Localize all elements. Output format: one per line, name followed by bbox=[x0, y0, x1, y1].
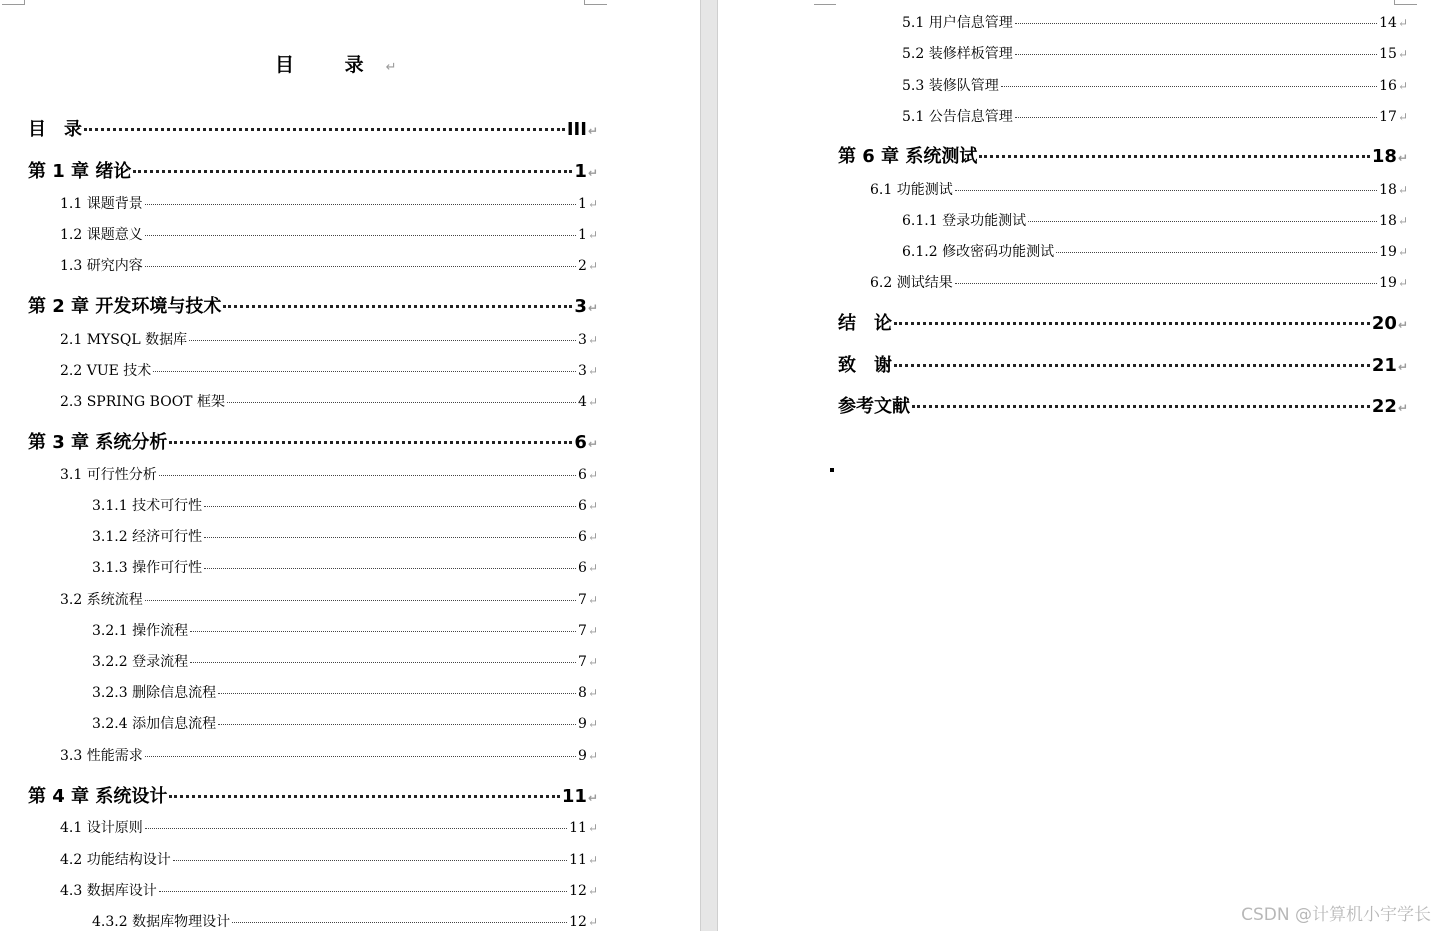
toc-page-number: 3 bbox=[574, 296, 587, 317]
toc-dot-leader bbox=[189, 340, 576, 341]
toc-entry[interactable] bbox=[902, 75, 1408, 95]
toc-entry-label: 4.3 数据库设计 bbox=[60, 883, 157, 899]
toc-entry-label: 3.1.1 技术可行性 bbox=[92, 498, 203, 514]
toc-page-number: 7 bbox=[578, 654, 587, 670]
toc-page-number: 3 bbox=[578, 332, 587, 348]
paragraph-mark-icon: ↵ bbox=[1397, 79, 1408, 93]
toc-page-number: 9 bbox=[578, 748, 587, 764]
paragraph-mark-icon: ↵ bbox=[1397, 245, 1408, 259]
toc-dot-leader bbox=[1028, 221, 1377, 222]
paragraph-mark-icon: ↵ bbox=[1397, 47, 1408, 61]
toc-page-number: 6 bbox=[578, 560, 587, 576]
paragraph-mark-icon: ↵ bbox=[1397, 214, 1408, 228]
toc-entry-label: 4.2 功能结构设计 bbox=[60, 852, 171, 868]
toc-page-number: 6 bbox=[578, 529, 587, 545]
toc-page-number: 11 bbox=[569, 820, 587, 836]
toc-page-number: 1 bbox=[574, 161, 587, 182]
paragraph-mark-icon: ↵ bbox=[385, 60, 397, 75]
document-page-left[interactable] bbox=[0, 0, 700, 931]
toc-entry-label: 3.2.3 删除信息流程 bbox=[92, 685, 217, 701]
toc-page-number: 12 bbox=[569, 914, 587, 930]
toc-entry[interactable] bbox=[92, 526, 598, 546]
toc-page-number: 6 bbox=[574, 432, 587, 453]
toc-dot-leader bbox=[1015, 54, 1377, 55]
toc-dot-leader bbox=[204, 537, 576, 538]
paragraph-mark-icon: ↵ bbox=[587, 301, 598, 315]
toc-entry[interactable] bbox=[28, 157, 598, 183]
toc-page-number: 20 bbox=[1371, 313, 1397, 334]
toc-page-number: 21 bbox=[1371, 355, 1397, 376]
toc-entry-label: 参考文献 bbox=[838, 396, 910, 417]
toc-entry[interactable] bbox=[92, 911, 598, 931]
paragraph-mark-icon: ↵ bbox=[1397, 183, 1408, 197]
toc-entry[interactable] bbox=[838, 309, 1408, 335]
toc-entry-label: 第 1 章 绪论 bbox=[28, 161, 132, 182]
toc-page-number: 18 bbox=[1371, 146, 1397, 167]
toc-entry[interactable] bbox=[838, 392, 1408, 418]
toc-dot-leader bbox=[218, 724, 576, 725]
toc-entry[interactable] bbox=[902, 106, 1408, 126]
paragraph-bullet bbox=[830, 468, 834, 472]
toc-entry[interactable] bbox=[28, 292, 598, 318]
toc-entry-label: 3.2.1 操作流程 bbox=[92, 623, 189, 639]
paragraph-mark-icon: ↵ bbox=[587, 717, 598, 731]
toc-dot-leader bbox=[894, 322, 1370, 325]
paragraph-mark-icon: ↵ bbox=[587, 468, 598, 482]
toc-dot-leader bbox=[1001, 86, 1377, 87]
toc-dot-leader bbox=[979, 155, 1370, 158]
toc-dot-leader bbox=[190, 662, 576, 663]
toc-entry[interactable] bbox=[838, 351, 1408, 377]
toc-entry-label: 5.3 装修队管理 bbox=[902, 78, 999, 94]
toc-entry[interactable] bbox=[28, 782, 598, 808]
toc-entry-label: 3.1 可行性分析 bbox=[60, 467, 157, 483]
paragraph-mark-icon: ↵ bbox=[587, 791, 598, 805]
paragraph-mark-icon: ↵ bbox=[587, 561, 598, 575]
toc-page-number: 7 bbox=[578, 592, 587, 608]
toc-page-number: 2 bbox=[578, 258, 587, 274]
crop-mark bbox=[2, 0, 25, 5]
toc-dot-leader bbox=[227, 402, 576, 403]
toc-entry-label: 3.2 系统流程 bbox=[60, 592, 143, 608]
paragraph-mark-icon: ↵ bbox=[587, 166, 598, 180]
toc-dot-leader bbox=[159, 475, 576, 476]
toc-entry[interactable] bbox=[60, 589, 598, 609]
toc-dot-leader bbox=[1056, 252, 1377, 253]
toc-entry[interactable] bbox=[60, 255, 598, 275]
toc-dot-leader bbox=[145, 235, 576, 236]
paragraph-mark-icon: ↵ bbox=[587, 437, 598, 451]
crop-mark bbox=[1394, 0, 1417, 5]
toc-page-number: 8 bbox=[578, 685, 587, 701]
crop-mark bbox=[584, 0, 607, 5]
toc-entry-label: 3.1.3 操作可行性 bbox=[92, 560, 203, 576]
toc-entry-label: 3.2.4 添加信息流程 bbox=[92, 716, 217, 732]
paragraph-mark-icon: ↵ bbox=[1397, 16, 1408, 30]
toc-page-number: 22 bbox=[1371, 396, 1397, 417]
toc-entry[interactable] bbox=[60, 464, 598, 484]
toc-dot-leader bbox=[173, 860, 567, 861]
toc-page-number: 12 bbox=[569, 883, 587, 899]
page-gap bbox=[700, 0, 718, 931]
toc-entry-label: 5.1 用户信息管理 bbox=[902, 15, 1013, 31]
paragraph-mark-icon: ↵ bbox=[587, 749, 598, 763]
paragraph-mark-icon: ↵ bbox=[587, 259, 598, 273]
paragraph-mark-icon: ↵ bbox=[587, 655, 598, 669]
toc-entry-label: 5.2 装修样板管理 bbox=[902, 46, 1013, 62]
toc-entry-label: 3.3 性能需求 bbox=[60, 748, 143, 764]
toc-page-number: 1 bbox=[578, 196, 587, 212]
toc-entry[interactable] bbox=[60, 193, 598, 213]
toc-entry-label: 第 4 章 系统设计 bbox=[28, 786, 168, 807]
paragraph-mark-icon: ↵ bbox=[587, 333, 598, 347]
toc-page-number: 6 bbox=[578, 467, 587, 483]
toc-dot-leader bbox=[223, 305, 572, 308]
toc-dot-leader bbox=[955, 283, 1377, 284]
toc-entry-label: 1.2 课题意义 bbox=[60, 227, 143, 243]
toc-page-number: 11 bbox=[569, 852, 587, 868]
toc-entry[interactable] bbox=[60, 817, 598, 837]
toc-dot-leader bbox=[145, 600, 576, 601]
toc-entry[interactable] bbox=[902, 12, 1408, 32]
toc-dot-leader bbox=[204, 568, 576, 569]
paragraph-mark-icon: ↵ bbox=[587, 228, 598, 242]
toc-page-number: 7 bbox=[578, 623, 587, 639]
toc-entry-label: 结 论 bbox=[838, 313, 892, 334]
toc-page-number: 18 bbox=[1379, 213, 1397, 229]
paragraph-mark-icon: ↵ bbox=[1397, 360, 1408, 374]
toc-entry[interactable] bbox=[92, 651, 598, 671]
toc-page-number: 14 bbox=[1379, 15, 1397, 31]
toc-dot-leader bbox=[894, 364, 1370, 367]
toc-entry-label: 6.1 功能测试 bbox=[870, 182, 953, 198]
toc-dot-leader bbox=[169, 441, 572, 444]
paragraph-mark-icon: ↵ bbox=[587, 624, 598, 638]
toc-dot-leader bbox=[153, 371, 576, 372]
paragraph-mark-icon: ↵ bbox=[587, 915, 598, 929]
document-page-right[interactable] bbox=[718, 0, 1445, 931]
toc-dot-leader bbox=[955, 190, 1377, 191]
toc-page-number: 4 bbox=[578, 394, 587, 410]
toc-entry-label: 4.1 设计原则 bbox=[60, 820, 143, 836]
toc-page-number: 16 bbox=[1379, 78, 1397, 94]
toc-dot-leader bbox=[145, 756, 576, 757]
toc-entry[interactable] bbox=[870, 272, 1408, 292]
paragraph-mark-icon: ↵ bbox=[587, 124, 598, 138]
paragraph-mark-icon: ↵ bbox=[587, 499, 598, 513]
toc-entry[interactable] bbox=[902, 241, 1408, 261]
toc-entry-label: 6.2 测试结果 bbox=[870, 275, 953, 291]
toc-dot-leader bbox=[145, 828, 567, 829]
toc-entry-label: 1.3 研究内容 bbox=[60, 258, 143, 274]
toc-entry-label: 6.1.2 修改密码功能测试 bbox=[902, 244, 1055, 260]
toc-dot-leader bbox=[1015, 117, 1377, 118]
toc-dot-leader bbox=[84, 128, 565, 131]
toc-entry-label: 第 2 章 开发环境与技术 bbox=[28, 296, 222, 317]
toc-dot-leader bbox=[232, 922, 567, 923]
paragraph-mark-icon: ↵ bbox=[1397, 151, 1408, 165]
toc-page-number: 3 bbox=[578, 363, 587, 379]
toc-entry-label: 2.2 VUE 技术 bbox=[60, 363, 152, 379]
paragraph-mark-icon: ↵ bbox=[587, 853, 598, 867]
crop-mark bbox=[814, 0, 836, 5]
toc-entry-label: 5.1 公告信息管理 bbox=[902, 109, 1013, 125]
paragraph-mark-icon: ↵ bbox=[587, 821, 598, 835]
toc-entry-label: 2.1 MYSQL 数据库 bbox=[60, 332, 188, 348]
toc-entry[interactable] bbox=[92, 682, 598, 702]
toc-page-number: 18 bbox=[1379, 182, 1397, 198]
toc-entry-label: 3.2.2 登录流程 bbox=[92, 654, 189, 670]
toc-dot-leader bbox=[145, 204, 576, 205]
toc-page-number: 19 bbox=[1379, 244, 1397, 260]
toc-entry[interactable] bbox=[92, 713, 598, 733]
toc-dot-leader bbox=[169, 795, 560, 798]
toc-entry-label: 2.3 SPRING BOOT 框架 bbox=[60, 394, 225, 410]
toc-dot-leader bbox=[204, 506, 576, 507]
toc-page-number: 15 bbox=[1379, 46, 1397, 62]
toc-entry-label: 第 6 章 系统测试 bbox=[838, 146, 978, 167]
toc-entry-label: 6.1.1 登录功能测试 bbox=[902, 213, 1027, 229]
paragraph-mark-icon: ↵ bbox=[587, 364, 598, 378]
watermark: CSDN @计算机小宇学长 bbox=[1241, 905, 1431, 925]
paragraph-mark-icon: ↵ bbox=[587, 593, 598, 607]
toc-dot-leader bbox=[1015, 23, 1377, 24]
toc-entry[interactable] bbox=[60, 849, 598, 869]
toc-dot-leader bbox=[912, 405, 1370, 408]
toc-entry-label: 目 录 bbox=[28, 119, 82, 140]
paragraph-mark-icon: ↵ bbox=[1397, 318, 1408, 332]
toc-page-number: III bbox=[566, 119, 587, 140]
paragraph-mark-icon: ↵ bbox=[587, 884, 598, 898]
toc-entry[interactable] bbox=[870, 179, 1408, 199]
paragraph-mark-icon: ↵ bbox=[587, 686, 598, 700]
toc-entry[interactable] bbox=[60, 745, 598, 765]
paragraph-mark-icon: ↵ bbox=[1397, 401, 1408, 415]
toc-page-number: 6 bbox=[578, 498, 587, 514]
toc-dot-leader bbox=[218, 693, 576, 694]
toc-entry-label: 第 3 章 系统分析 bbox=[28, 432, 168, 453]
toc-dot-leader bbox=[133, 170, 572, 173]
toc-page-number: 17 bbox=[1379, 109, 1397, 125]
toc-entry[interactable] bbox=[60, 880, 598, 900]
toc-entry[interactable] bbox=[28, 115, 598, 141]
paragraph-mark-icon: ↵ bbox=[1397, 276, 1408, 290]
toc-dot-leader bbox=[159, 891, 567, 892]
toc-entry[interactable] bbox=[92, 557, 598, 577]
toc-entry[interactable] bbox=[60, 360, 598, 380]
toc-entry[interactable] bbox=[28, 428, 598, 454]
paragraph-mark-icon: ↵ bbox=[587, 197, 598, 211]
toc-entry-label: 3.1.2 经济可行性 bbox=[92, 529, 203, 545]
toc-entry[interactable] bbox=[92, 620, 598, 640]
toc-dot-leader bbox=[145, 266, 576, 267]
paragraph-mark-icon: ↵ bbox=[587, 530, 598, 544]
toc-entry[interactable] bbox=[902, 43, 1408, 63]
toc-page-number: 11 bbox=[561, 786, 587, 807]
toc-entry-label: 4.3.2 数据库物理设计 bbox=[92, 914, 231, 930]
paragraph-mark-icon: ↵ bbox=[587, 395, 598, 409]
paragraph-mark-icon: ↵ bbox=[1397, 110, 1408, 124]
toc-entry-label: 致 谢 bbox=[838, 355, 892, 376]
toc-page-number: 19 bbox=[1379, 275, 1397, 291]
toc-entry[interactable] bbox=[60, 224, 598, 244]
toc-dot-leader bbox=[190, 631, 576, 632]
toc-page-number: 1 bbox=[578, 227, 587, 243]
toc-entry[interactable] bbox=[838, 142, 1408, 168]
toc-entry[interactable] bbox=[60, 391, 598, 411]
toc-page-number: 9 bbox=[578, 716, 587, 732]
toc-entry[interactable] bbox=[92, 495, 598, 515]
toc-entry-label: 1.1 课题背景 bbox=[60, 196, 143, 212]
toc-entry[interactable] bbox=[60, 329, 598, 349]
toc-entry[interactable] bbox=[902, 210, 1408, 230]
toc-title: 目 录↵ bbox=[275, 54, 397, 76]
